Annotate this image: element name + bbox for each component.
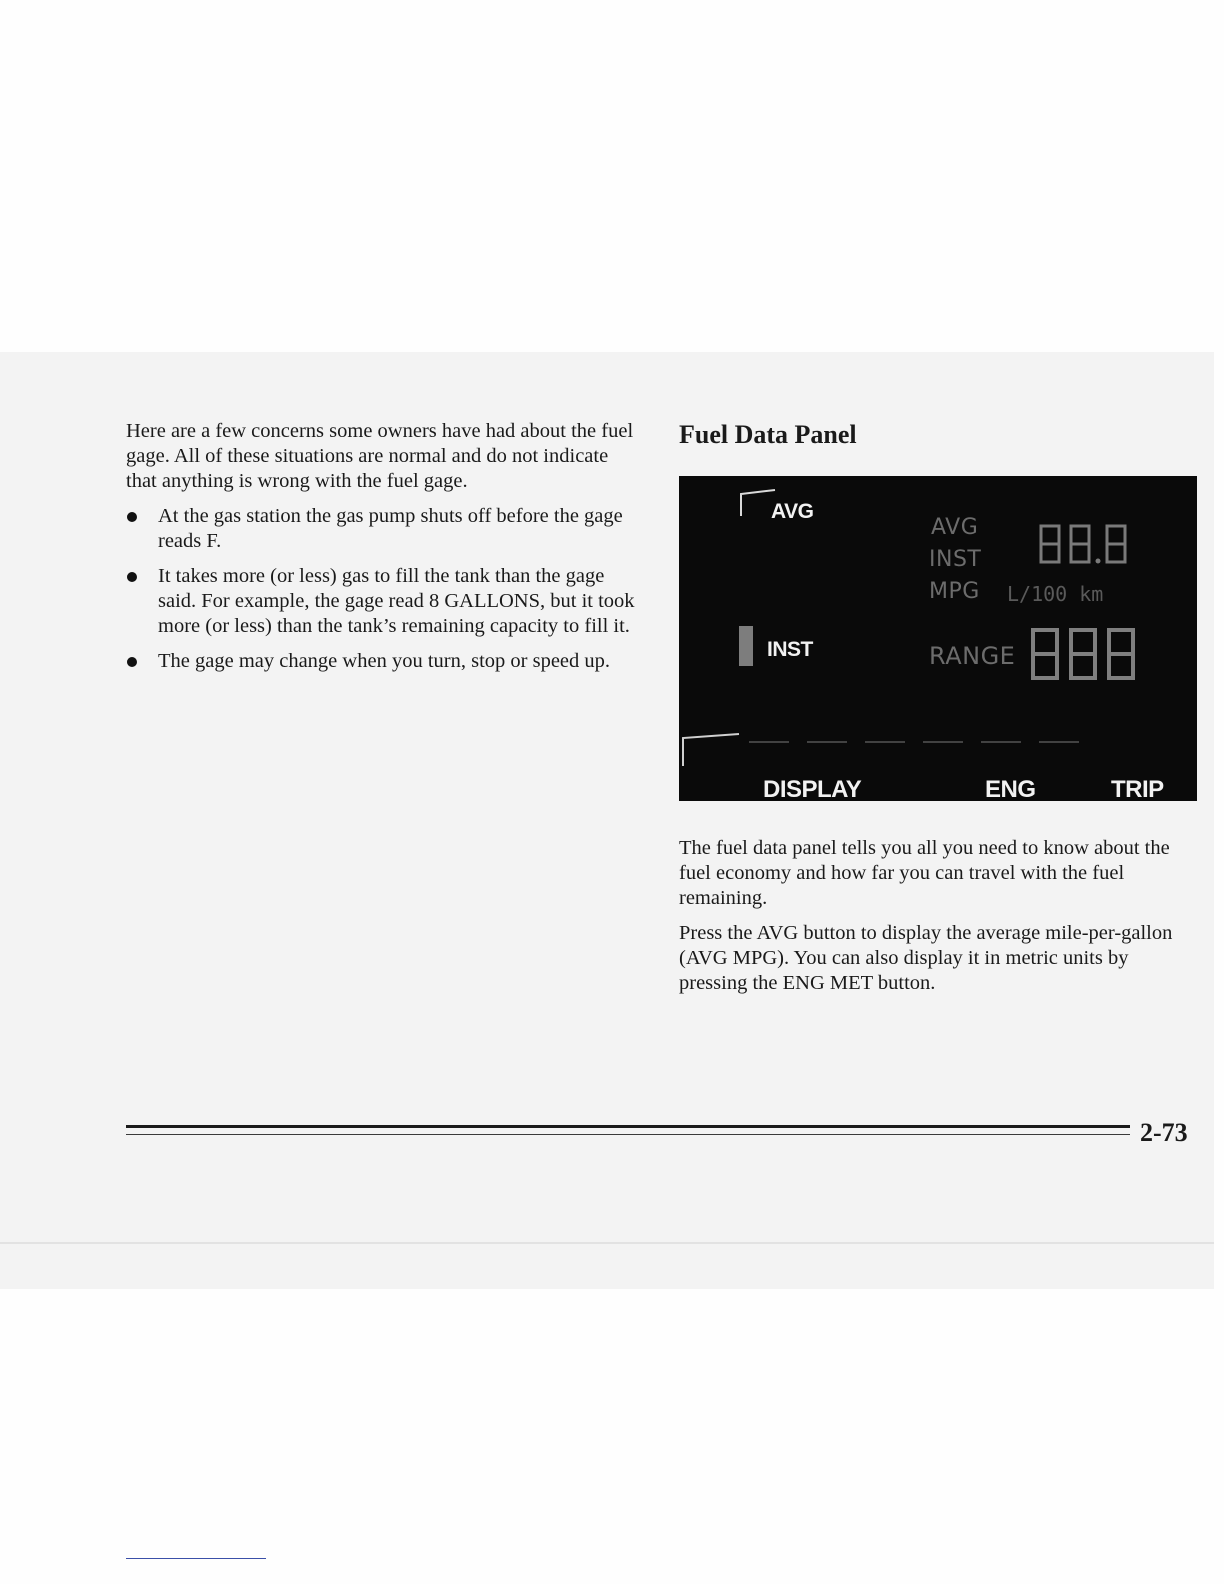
description-paragraph: The fuel data panel tells you all you need to know about the fuel economy and how far you can travel with the fuel remaining. [679,837,1170,909]
fuel-data-panel-image [679,476,1197,801]
footer-link-line [126,1558,266,1559]
list-item [126,564,638,639]
page-number: 2-73 [1140,1118,1188,1147]
description-paragraph: Press the AVG button to display the average mile-per-gallon (AVG MPG). You can also display it in metric units by pressing the ENG MET button. [679,922,1173,994]
lcd-inst-label: INST [929,547,982,572]
page-edge [0,1242,1214,1244]
intro-paragraph: Here are a few concerns some owners have had about the fuel gage. All of these situations are normal and do not indicate that anything is wrong with the fuel gage. [126,420,634,492]
trip-button: TRIP [1111,776,1164,801]
bullet-icon [127,657,137,667]
left-column [126,419,638,684]
bullet-icon [127,512,137,522]
section-title: Fuel Data Panel [679,420,857,449]
lcd-upper-digits [1037,522,1137,568]
panel-description [679,836,1199,1006]
eng-button: ENG [985,776,1036,801]
list-item-text: At the gas station the gas pump shuts off before the gage reads F. [158,505,623,552]
concerns-list [126,504,638,674]
inst-button: INST [767,638,813,661]
lcd-range-label: RANGE [929,642,1016,670]
footer-rule [126,1125,1130,1128]
display-button: DISPLAY [763,776,862,801]
footer-rule-thin [126,1134,1130,1135]
lcd-l100km-label: L/100 km [1007,582,1104,606]
list-item [126,649,638,674]
bullet-icon [127,572,137,582]
list-item [126,504,638,554]
right-column [679,419,1199,451]
lcd-avg-label: AVG [931,515,979,540]
lcd-mpg-label: MPG [929,579,980,604]
avg-button: AVG [771,500,814,523]
lcd-lower-digits [1029,626,1149,686]
list-item-text: The gage may change when you turn, stop or speed up. [158,650,611,672]
list-item-text: It takes more (or less) gas to fill the tank than the gage said. For example, the gage read 8 GALLONS, but it took more (or less) than the tank’s remaining capacity to fill it. [158,565,635,637]
